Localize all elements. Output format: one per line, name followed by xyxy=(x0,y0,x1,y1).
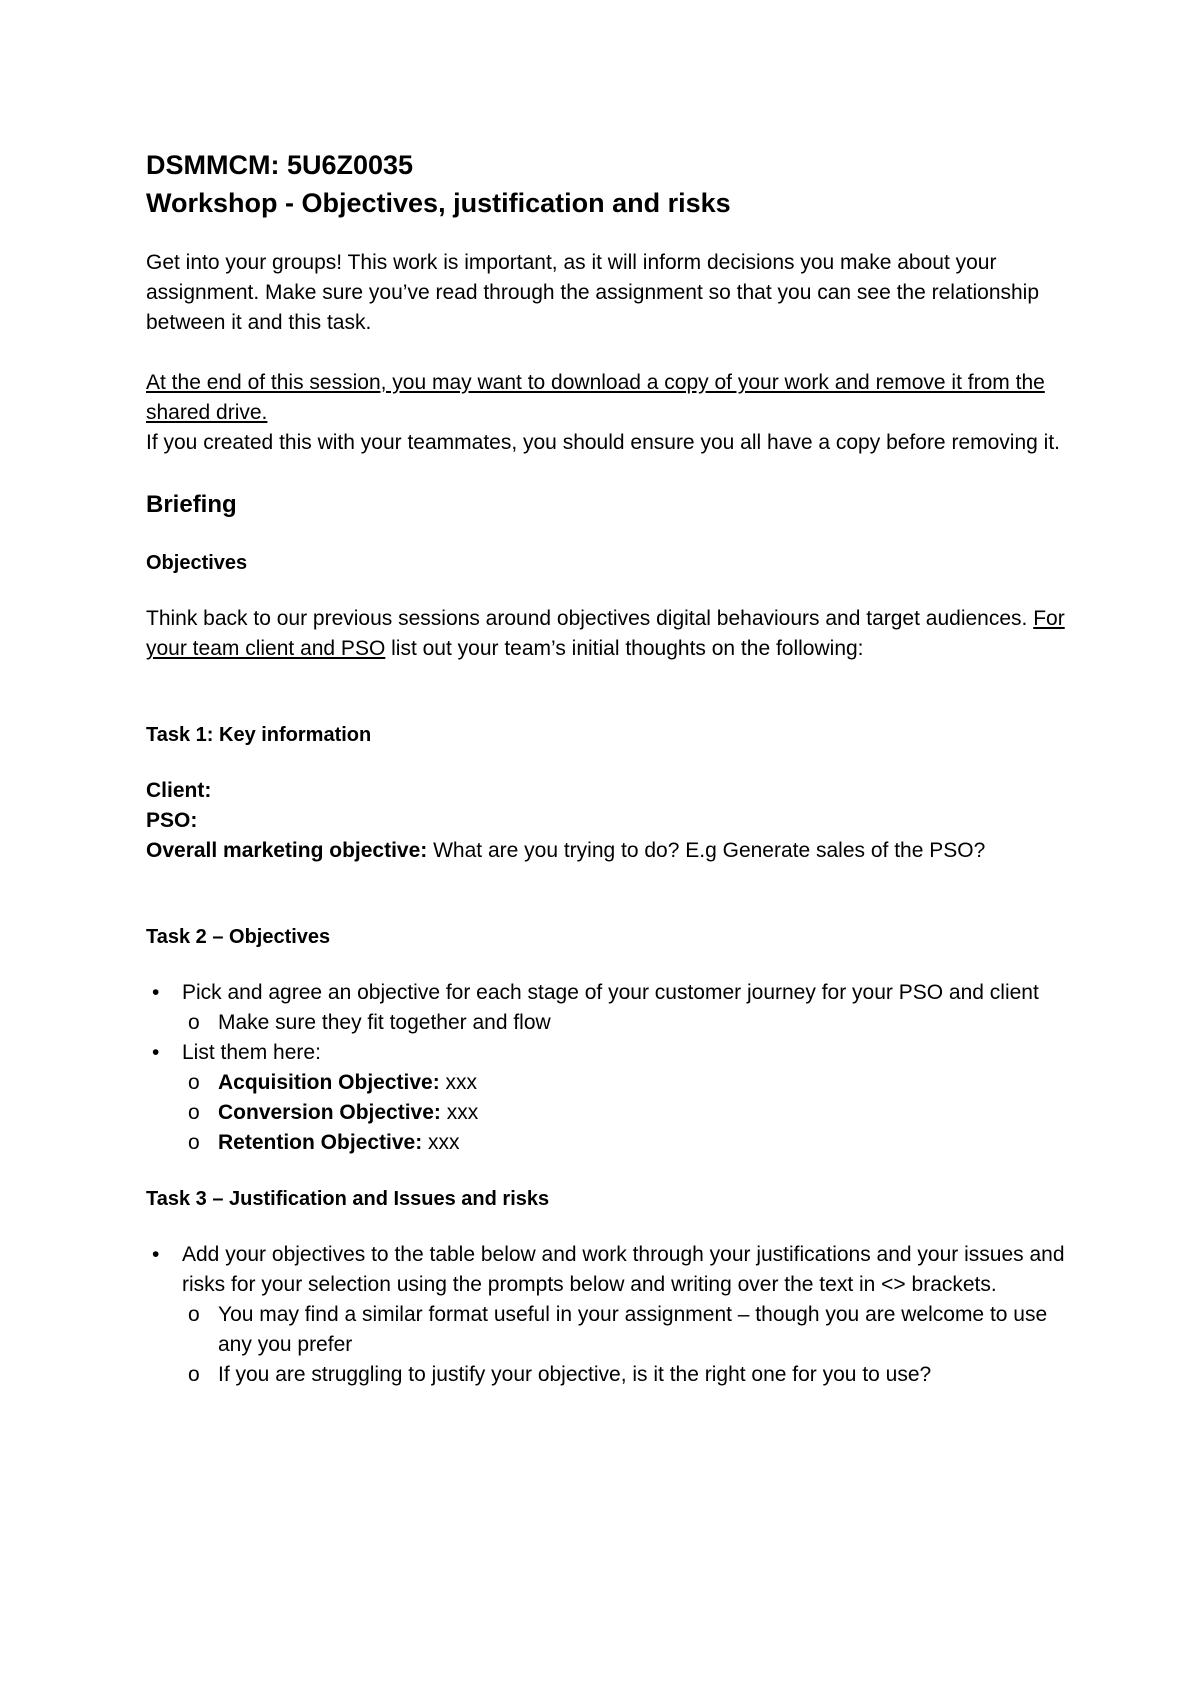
list-item xyxy=(146,1008,1066,1038)
objectives-paragraph xyxy=(146,604,1066,664)
download-note: At the end of this session, you may want to download a copy of your work and remove it from the shared drive. xyxy=(146,371,1045,424)
list-item xyxy=(146,978,1066,1038)
workshop-title: Workshop - Objectives, justification and risks xyxy=(146,188,731,218)
objectives-text-underlined: For your team client and PSO xyxy=(146,607,1065,660)
list-item xyxy=(146,1128,1066,1158)
document-page xyxy=(146,146,1066,1390)
objectives-sublist xyxy=(146,1068,1066,1158)
module-code: DSMMCM: 5U6Z0035 xyxy=(146,150,414,180)
objectives-heading: Objectives xyxy=(146,552,248,574)
bullet-icon: • xyxy=(152,981,160,1004)
task3-sublist xyxy=(146,1300,1066,1390)
sub-bullet-icon: o xyxy=(188,1101,200,1124)
pso-label: PSO: xyxy=(146,809,198,832)
bullet-icon: • xyxy=(152,1243,160,1266)
list-item xyxy=(146,1240,1066,1390)
overall-objective-line xyxy=(146,836,1066,866)
client-label: Client: xyxy=(146,779,212,802)
task3-heading: Task 3 – Justification and Issues and risks xyxy=(146,1188,550,1210)
overall-objective-label: Overall marketing objective: xyxy=(146,839,428,862)
briefing-heading: Briefing xyxy=(146,491,237,518)
list-item xyxy=(146,1068,1066,1098)
teammates-note: If you created this with your teammates, you should ensure you all have a copy before removing it. xyxy=(146,431,1060,454)
task2-bullet1-text: Pick and agree an objective for each stage of your customer journey for your PSO and client xyxy=(182,981,1039,1004)
sub-bullet-icon: o xyxy=(188,1011,200,1034)
retention-label: Retention Objective: xyxy=(218,1131,423,1154)
acquisition-value: xxx xyxy=(439,1071,478,1094)
task2-bullet2-text: List them here: xyxy=(182,1041,321,1064)
sub-bullet-icon: o xyxy=(188,1131,200,1154)
list-item xyxy=(146,1360,1066,1390)
sub-bullet-icon: o xyxy=(188,1303,200,1326)
objectives-text-b: list out your team’s initial thoughts on the following: xyxy=(385,637,864,660)
objectives-text-a: Think back to our previous sessions around objectives digital behaviours and target audiences. xyxy=(146,607,1034,630)
conversion-value: xxx xyxy=(440,1101,479,1124)
list-item xyxy=(146,1300,1066,1360)
task3-list xyxy=(146,1240,1066,1390)
list-item xyxy=(146,1098,1066,1128)
bullet-icon: • xyxy=(152,1041,160,1064)
sub-bullet-icon: o xyxy=(188,1071,200,1094)
task2-sublist xyxy=(146,1008,1066,1038)
list-item xyxy=(146,1038,1066,1158)
conversion-label: Conversion Objective: xyxy=(218,1101,441,1124)
task3-bullet1-text: Add your objectives to the table below and work through your justifications and your issues and risks for your selection using the prompts below and writing over the text in <> brackets. xyxy=(182,1243,1065,1296)
task3-sub2-text: If you are struggling to justify your objective, is it the right one for you to use? xyxy=(218,1363,932,1386)
sub-bullet-icon: o xyxy=(188,1363,200,1386)
task3-sub1-text: You may find a similar format useful in your assignment – though you are welcome to use any you prefer xyxy=(218,1303,1048,1356)
overall-objective-text: What are you trying to do? E.g Generate sales of the PSO? xyxy=(427,839,986,862)
intro-paragraph: Get into your groups! This work is important, as it will inform decisions you make about your assignment. Make sure you’ve read through the assignment so that you can see the relationship between it and this task. xyxy=(146,251,1040,334)
task2-heading: Task 2 – Objectives xyxy=(146,926,331,948)
task2-bullet1-sub-text: Make sure they fit together and flow xyxy=(218,1011,551,1034)
retention-value: xxx xyxy=(422,1131,460,1154)
acquisition-label: Acquisition Objective: xyxy=(218,1071,440,1094)
task2-list xyxy=(146,978,1066,1158)
task1-heading: Task 1: Key information xyxy=(146,724,372,746)
